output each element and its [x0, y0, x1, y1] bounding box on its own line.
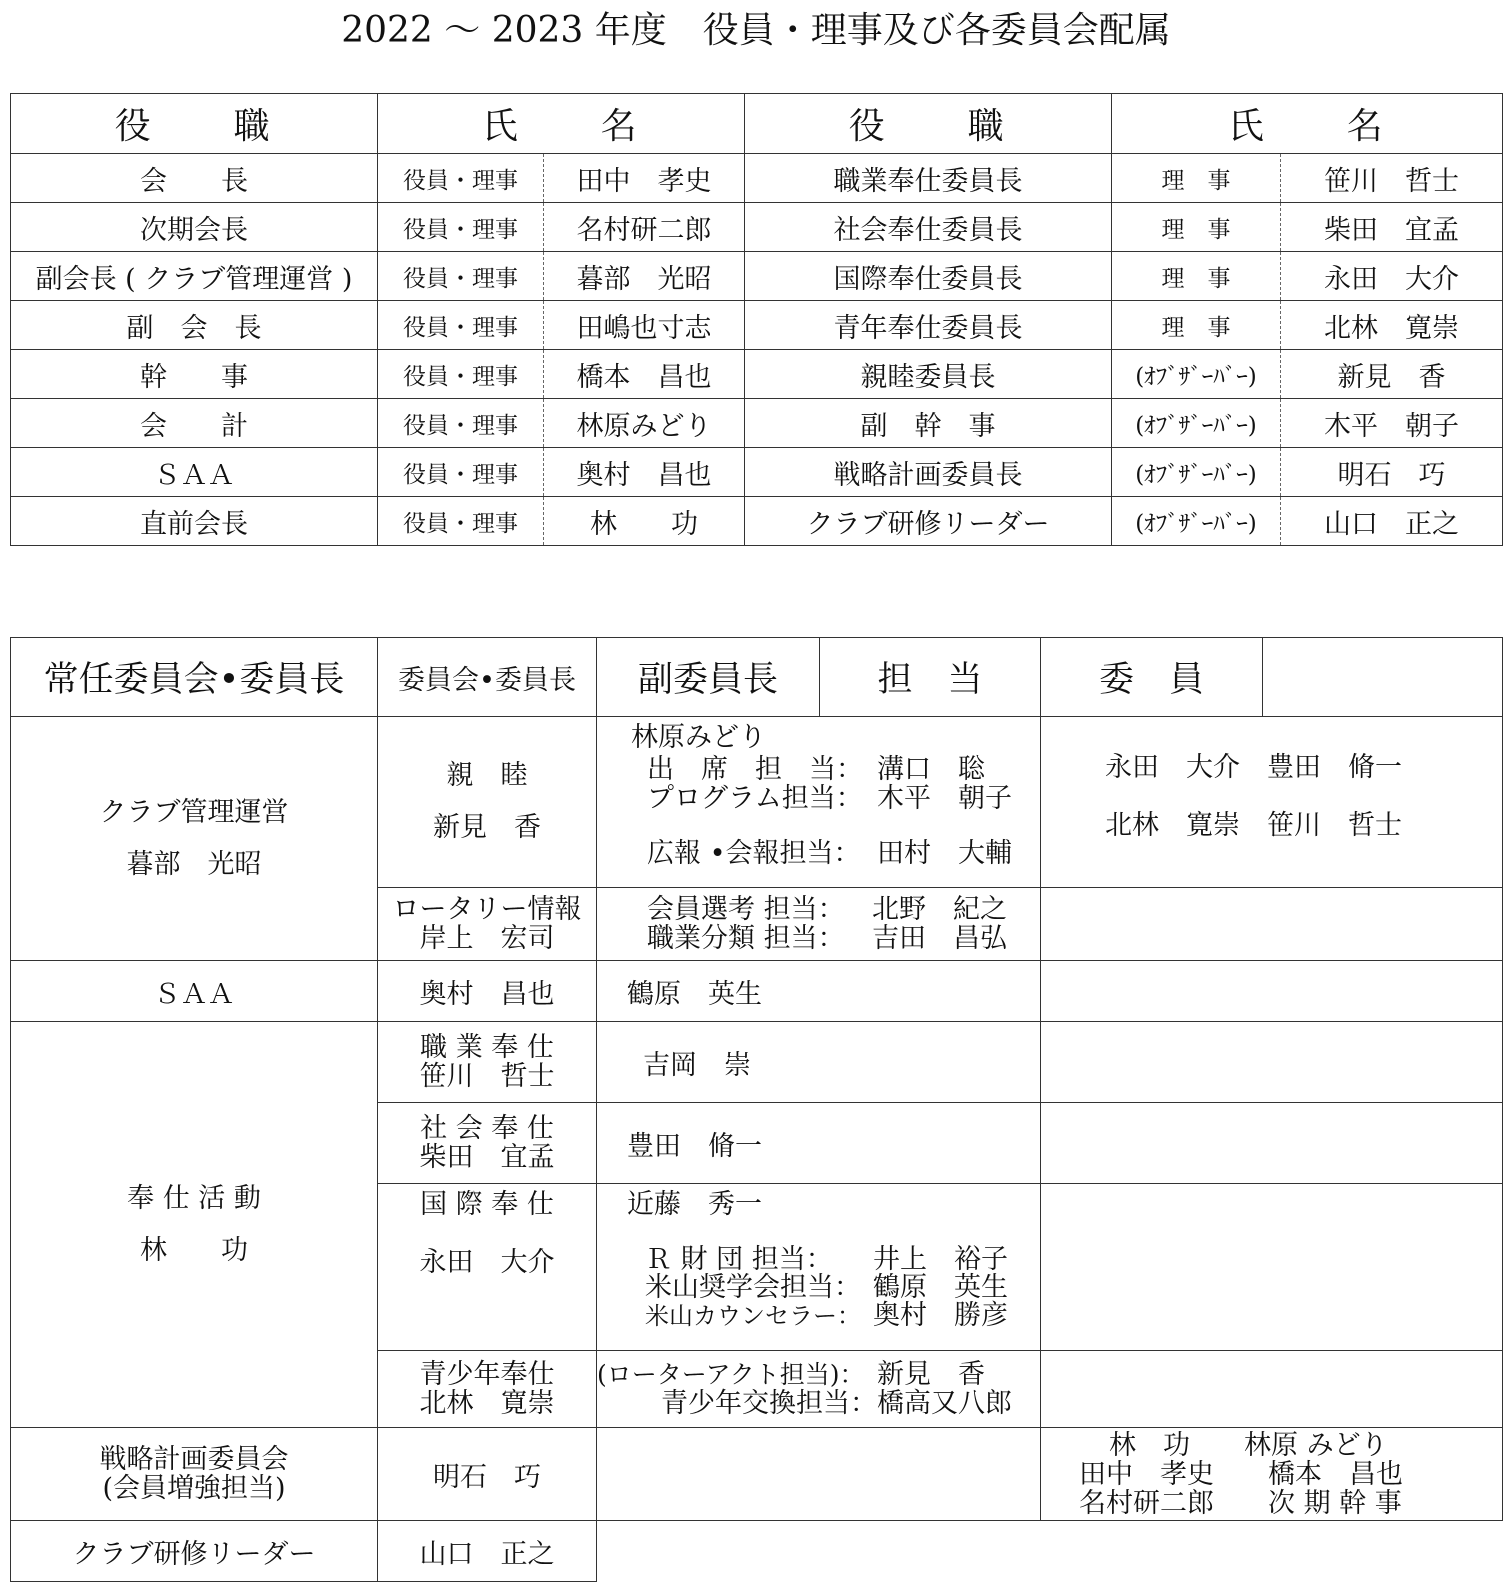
officers-header-row: [11, 94, 1503, 154]
strategy-label: 戦略計画委員会: [99, 1444, 289, 1475]
header-vice: 副委員長: [597, 638, 820, 717]
officer-position: 次期会長: [11, 203, 378, 252]
officer-position: 戦略計画委員長: [745, 448, 1112, 497]
officer-name: 奥村 昌也: [544, 448, 745, 497]
row-strategy: [11, 1428, 1503, 1521]
header-standing: 常任委員会•委員長: [11, 638, 378, 717]
member-line: 田中 孝史 橋本 昌也: [1079, 1458, 1403, 1490]
assign-name: 木平 朝子: [877, 783, 1012, 814]
rotary-info-assign-list: [647, 895, 1040, 953]
training-empty: [597, 1521, 1503, 1582]
assign-role: (ローターアクト担当)：: [597, 1360, 865, 1389]
youth-assign-cell: [597, 1351, 1041, 1428]
saa-chair: 奥村 昌也: [378, 961, 597, 1022]
officer-title: 理 事: [1112, 154, 1281, 203]
officer-title: 役員・理事: [378, 154, 544, 203]
officers-table: [10, 93, 1503, 546]
officer-row: [11, 154, 1503, 203]
officer-name: 新見 香: [1281, 350, 1503, 399]
officer-title: 役員・理事: [378, 399, 544, 448]
officer-row: [11, 448, 1503, 497]
rotary-info-cell: [378, 888, 597, 961]
international-assign-list: [645, 1246, 1040, 1330]
youth-cell: [378, 1351, 597, 1428]
officer-title: 理 事: [1112, 252, 1281, 301]
header-members: 委 員: [1041, 638, 1263, 717]
assign-name: 奥村 勝彦: [873, 1300, 1008, 1331]
page-title: 2022 〜 2023 年度 役員・理事及び各委員会配属: [341, 10, 1171, 51]
international-chair: 永田 大介: [419, 1247, 555, 1278]
officer-title: 理 事: [1112, 301, 1281, 350]
rotary-info-chair: 岸上 宏司: [419, 923, 555, 954]
officer-title: 役員・理事: [378, 497, 544, 546]
strategy-vice-cell: [597, 1428, 1041, 1521]
community-vice: 豊田 脩一: [597, 1103, 1041, 1184]
fellowship-assign-list: [647, 755, 1040, 868]
fellowship-vice: 林原みどり: [631, 722, 766, 753]
officer-title: (ｵﾌﾞｻﾞｰﾊﾞｰ): [1112, 448, 1281, 497]
member-line: 名村研二郎 次 期 幹 事: [1079, 1487, 1402, 1519]
vocational-label: 職 業 奉 仕: [420, 1032, 554, 1063]
officer-title: 役員・理事: [378, 252, 544, 301]
vocational-cell: [378, 1022, 597, 1103]
officer-row: [11, 252, 1503, 301]
assign-role: 青少年交換担当：: [661, 1388, 877, 1419]
strategy-sublabel: (会員増強担当): [102, 1473, 286, 1504]
vocational-chair: 笹川 哲士: [419, 1061, 555, 1092]
assign-role: 会員選考 担当：: [647, 894, 845, 925]
row-training: [11, 1521, 1503, 1582]
officer-row: [11, 399, 1503, 448]
officer-position: 職業奉仕委員長: [745, 154, 1112, 203]
officer-name: 北林 寛崇: [1281, 301, 1503, 350]
header-position-1: 役 職: [11, 94, 378, 154]
officer-title: 役員・理事: [378, 203, 544, 252]
officer-name: 名村研二郎: [544, 203, 745, 252]
service-label: 奉 仕 活 動: [127, 1182, 261, 1214]
officer-name: 橋本 昌也: [544, 350, 745, 399]
member-line: 北林 寛崇 笹川 哲士: [1105, 810, 1402, 841]
fellowship-assign-cell: [597, 717, 1041, 888]
assign-role: 米山奨学会担当：: [645, 1272, 861, 1303]
officer-name: 暮部 光昭: [544, 252, 745, 301]
fellowship-cell: [378, 717, 597, 888]
international-label: 国 際 奉 仕: [420, 1189, 554, 1220]
assign-role: 広報 •会報担当：: [647, 838, 861, 869]
member-line: 永田 大介 豊田 脩一: [1105, 752, 1402, 783]
officer-title: 役員・理事: [378, 448, 544, 497]
assign-role: プログラム担当：: [647, 783, 863, 814]
officer-name: 林原みどり: [544, 399, 745, 448]
officer-row: [11, 350, 1503, 399]
officer-name: 永田 大介: [1281, 252, 1503, 301]
vocational-members-cell: [1041, 1022, 1503, 1103]
officer-name: 笹川 哲士: [1281, 154, 1503, 203]
rotary-info-assign-cell: [597, 888, 1041, 961]
officer-position: 親睦委員長: [745, 350, 1112, 399]
officer-name: 林 功: [544, 497, 745, 546]
international-members-cell: [1041, 1184, 1503, 1351]
assign-name: 北野 紀之: [872, 894, 1007, 925]
community-members-cell: [1041, 1103, 1503, 1184]
international-assign-cell: [597, 1184, 1041, 1351]
officer-name: 田嶋也寸志: [544, 301, 745, 350]
header-name-1: 氏 名: [378, 94, 745, 154]
officer-title: (ｵﾌﾞｻﾞｰﾊﾞｰ): [1112, 497, 1281, 546]
officer-position: 副会長 ( クラブ管理運営 ): [11, 252, 378, 301]
rotary-info-members-cell: [1041, 888, 1503, 961]
officer-row: [11, 497, 1503, 546]
header-committee: 委員会•委員長: [378, 638, 597, 717]
assign-name: 溝口 聡: [877, 754, 985, 785]
youth-label: 青少年奉仕: [419, 1359, 555, 1390]
officer-position: 青年奉仕委員長: [745, 301, 1112, 350]
officer-name: 明石 巧: [1281, 448, 1503, 497]
officer-position: 会 長: [11, 154, 378, 203]
officer-name: 柴田 宜孟: [1281, 203, 1503, 252]
club-admin-cell: [11, 717, 378, 961]
assign-role: 米山カウンセラー：: [645, 1302, 861, 1330]
assign-name: 新見 香: [877, 1359, 985, 1390]
officer-position: 幹 事: [11, 350, 378, 399]
header-blank: [1263, 638, 1503, 717]
strategy-cell: [11, 1428, 378, 1521]
officer-row: [11, 203, 1503, 252]
officer-position: 副 会 長: [11, 301, 378, 350]
rotary-info-label: ロータリー情報: [392, 894, 582, 925]
service-chair: 林 功: [140, 1234, 248, 1266]
saa-members-cell: [1041, 961, 1503, 1022]
assign-name: 井上 裕子: [873, 1244, 1008, 1275]
community-chair: 柴田 宜孟: [419, 1142, 555, 1173]
officer-position: 国際奉仕委員長: [745, 252, 1112, 301]
international-vice: 近藤 秀一: [627, 1189, 762, 1220]
assign-role: 出 席 担 当：: [647, 754, 863, 785]
header-name-2: 氏 名: [1112, 94, 1503, 154]
assign-name: 橋高又八郎: [877, 1388, 1012, 1419]
officer-title: (ｵﾌﾞｻﾞｰﾊﾞｰ): [1112, 350, 1281, 399]
row-saa: [11, 961, 1503, 1022]
committees-table: [10, 637, 1503, 1582]
officer-title: 役員・理事: [378, 301, 544, 350]
saa-vice: 鶴原 英生: [597, 961, 1041, 1022]
header-position-2: 役 職: [745, 94, 1112, 154]
officer-position: クラブ研修リーダー: [745, 497, 1112, 546]
club-admin-label: クラブ管理運営: [99, 796, 289, 828]
officer-position: ＳＡＡ: [11, 448, 378, 497]
officer-position: 副 幹 事: [745, 399, 1112, 448]
officer-title: (ｵﾌﾞｻﾞｰﾊﾞｰ): [1112, 399, 1281, 448]
officer-title: 役員・理事: [378, 350, 544, 399]
row-vocational: [11, 1022, 1503, 1103]
youth-chair: 北林 寛崇: [419, 1388, 555, 1419]
officer-position: 会 計: [11, 399, 378, 448]
vocational-vice: 吉岡 崇: [597, 1022, 1041, 1103]
committees-header-row: [11, 638, 1503, 717]
member-line: 林 功 林原 みどり: [1109, 1429, 1388, 1461]
saa-label: ＳＡＡ: [11, 961, 378, 1022]
training-label: クラブ研修リーダー: [11, 1521, 378, 1582]
assign-name: 鶴原 英生: [873, 1272, 1008, 1303]
row-fellowship: [11, 717, 1503, 888]
assign-role: Ｒ 財 団 担当：: [645, 1244, 833, 1275]
club-admin-chair: 暮部 光昭: [126, 848, 262, 880]
header-charge: 担 当: [820, 638, 1041, 717]
service-cell: [11, 1022, 378, 1428]
fellowship-chair: 新見 香: [433, 812, 541, 843]
officer-name: 木平 朝子: [1281, 399, 1503, 448]
assign-role: 職業分類 担当：: [647, 923, 845, 954]
fellowship-members-cell: [1041, 717, 1503, 888]
officer-title: 理 事: [1112, 203, 1281, 252]
officer-position: 社会奉仕委員長: [745, 203, 1112, 252]
youth-members-cell: [1041, 1351, 1503, 1428]
community-cell: [378, 1103, 597, 1184]
officer-row: [11, 301, 1503, 350]
international-cell: [378, 1184, 597, 1351]
youth-assign-list: [597, 1360, 1040, 1418]
strategy-members-cell: [1041, 1428, 1503, 1521]
community-label: 社 会 奉 仕: [420, 1113, 554, 1144]
assign-name: 吉田 昌弘: [872, 923, 1007, 954]
fellowship-label: 親 睦: [446, 760, 528, 791]
training-chair: 山口 正之: [378, 1521, 597, 1582]
officer-name: 山口 正之: [1281, 497, 1503, 546]
assign-name: 田村 大輔: [877, 838, 1012, 869]
strategy-chair: 明石 巧: [378, 1428, 597, 1521]
officer-name: 田中 孝史: [544, 154, 745, 203]
officer-position: 直前会長: [11, 497, 378, 546]
